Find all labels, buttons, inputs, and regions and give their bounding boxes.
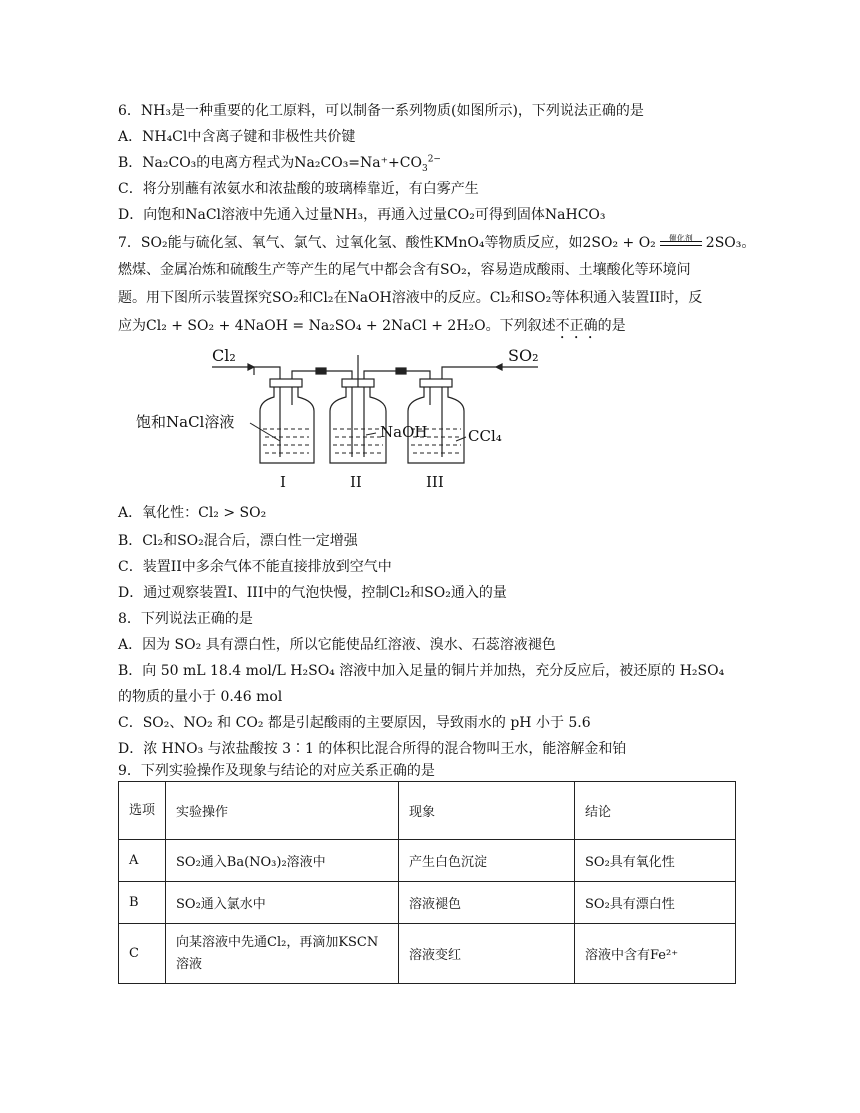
row-conclusion: 溶液中含有Fe²⁺	[575, 924, 736, 984]
reversible-arrow-icon	[658, 236, 704, 250]
q9-table	[118, 781, 736, 984]
ccl4-label: CCl₄	[468, 427, 502, 445]
q7-line-1-product: 2SO₃。	[705, 235, 756, 251]
carbonate-ion: $CO_3^{2-}$	[399, 154, 441, 174]
q6-option-b	[118, 153, 441, 173]
table-row	[119, 924, 736, 984]
nacl-solution-label: 饱和NaCl溶液	[136, 413, 235, 431]
q8-option-a: A．因为 SO₂ 具有漂白性，所以它能使品红溶液、溴水、石蕊溶液褪色	[118, 637, 556, 653]
device-iii-label: III	[426, 473, 444, 491]
q7-option-a: A．氧化性：Cl₂ > SO₂	[118, 505, 267, 521]
q8-option-c: C．SO₂、NO₂ 和 CO₂ 都是引起酸雨的主要原因，导致雨水的 pH 小于 5.6	[118, 715, 591, 731]
q8-option-b-cont: 的物质的量小于 0.46 mol	[118, 689, 283, 705]
row-operation: 向某溶液中先通Cl₂，再滴加KSCN溶液	[166, 924, 399, 984]
q6-option-a: A．NH₄Cl中含离子键和非极性共价键	[118, 129, 356, 145]
naoh-label: NaOH	[380, 423, 428, 441]
row-phenomenon: 溶液褪色	[399, 882, 575, 924]
q6-option-b-text: B．Na₂CO₃的电离方程式为Na₂CO₃=Na⁺+	[118, 155, 400, 171]
q7-option-b: B．Cl₂和SO₂混合后，漂白性一定增强	[118, 533, 358, 549]
q8-stem: 8．下列说法正确的是	[118, 611, 253, 627]
q6-option-d: D．向饱和NaCl溶液中先通入过量NH₃，再通入过量CO₂可得到固体NaHCO₃	[118, 207, 606, 223]
row-phenomenon: 溶液变红	[399, 924, 575, 984]
q7-line-1	[118, 233, 755, 253]
q8-option-b: B．向 50 mL 18.4 mol/L H₂SO₄ 溶液中加入足量的铜片并加热，充分反应后，被还原的 H₂SO₄	[118, 663, 725, 679]
row-operation: SO₂通入Ba(NO₃)₂溶液中	[166, 840, 399, 882]
emphasis-not-correct: 不正确	[555, 318, 598, 334]
row-conclusion: SO₂具有漂白性	[575, 882, 736, 924]
q7-line-1-text: 7．SO₂能与硫化氢、氧气、氯气、过氧化氢、酸性KMnO₄等物质反应，如2SO₂ + O₂	[118, 235, 656, 251]
q7-option-d: D．通过观察装置I、III中的气泡快慢，控制Cl₂和SO₂通入的量	[118, 585, 507, 601]
header-option: 选项	[119, 782, 166, 840]
q9-stem: 9．下列实验操作及现象与结论的对应关系正确的是	[118, 763, 435, 779]
q6-option-c: C．将分别蘸有浓氨水和浓盐酸的玻璃棒靠近，有白雾产生	[118, 181, 479, 197]
apparatus-diagram	[130, 345, 550, 495]
row-conclusion: SO₂具有氧化性	[575, 840, 736, 882]
row-option: A	[119, 840, 166, 882]
q7-line-4-text: 应为Cl₂ + SO₂ + 4NaOH = Na₂SO₄ + 2NaCl + 2H₂O。下列叙述	[118, 318, 556, 334]
table-row	[119, 882, 736, 924]
table-header-row	[119, 782, 736, 840]
so2-label: SO₂	[508, 346, 539, 365]
cl2-label: Cl₂	[212, 346, 236, 365]
table-row	[119, 840, 736, 882]
q6-stem: 6．NH₃是一种重要的化工原料，可以制备一系列物质(如图所示)，下列说法正确的是	[118, 103, 644, 119]
catalyst-label: 催化剂	[668, 234, 693, 243]
row-operation: SO₂通入氯水中	[166, 882, 399, 924]
row-option: B	[119, 882, 166, 924]
row-option: C	[119, 924, 166, 984]
header-phenomenon: 现象	[399, 782, 575, 840]
device-ii-label: II	[350, 473, 362, 491]
q7-line-2: 燃煤、金属冶炼和硫酸生产等产生的尾气中都会含有SO₂，容易造成酸雨、土壤酸化等环境问	[118, 262, 691, 278]
header-operation: 实验操作	[166, 782, 399, 840]
header-conclusion: 结论	[575, 782, 736, 840]
q8-option-d: D．浓 HNO₃ 与浓盐酸按 3∶1 的体积比混合所得的混合物叫王水，能溶解金和铂	[118, 741, 627, 757]
q7-option-c: C．装置II中多余气体不能直接排放到空气中	[118, 559, 392, 575]
device-i-label: I	[280, 473, 286, 491]
q7-line-4-end: 的是	[597, 318, 626, 334]
q7-line-3: 题。用下图所示装置探究SO₂和Cl₂在NaOH溶液中的反应。Cl₂和SO₂等体积通入装置II时，反	[118, 290, 703, 306]
row-phenomenon: 产生白色沉淀	[399, 840, 575, 882]
q7-line-4	[118, 316, 626, 342]
